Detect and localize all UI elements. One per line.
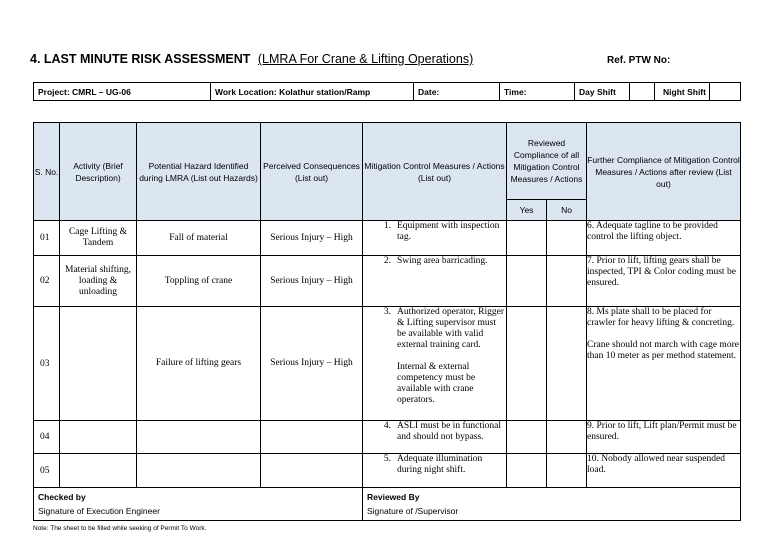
mitigation-main: ASLI must be in functional and should not bypass. <box>397 421 501 442</box>
cell-yes[interactable] <box>507 421 547 454</box>
mitigation-main: Authorized operator, Rigger & Lifting supervisor must be available with valid external training card. <box>397 307 504 350</box>
work-location-field: Work Location: Kolathur station/Ramp <box>211 83 414 101</box>
cell-mitigation[interactable] <box>363 221 507 256</box>
table-row <box>34 307 741 421</box>
mitigation-text <box>397 256 506 267</box>
header-reviewed: Reviewed Compliance of all Mitigation Control Measures / Actions <box>507 123 587 200</box>
further-main: 8. Ms plate shall to be placed for crawler for heavy lifting & concreting. <box>587 307 735 328</box>
checked-by-signature: Signature of Execution Engineer <box>38 506 160 516</box>
cell-consequence[interactable]: Serious Injury – High <box>261 307 363 421</box>
mitigation-number: 2. <box>383 256 391 266</box>
cell-mitigation[interactable] <box>363 421 507 454</box>
footnote: Note: The sheet to be filled while seeking of Permit To Work. <box>33 525 207 532</box>
cell-no[interactable] <box>547 454 587 488</box>
further-main: 9. Prior to lift, Lift plan/Permit must be ensured. <box>587 421 737 442</box>
cell-further[interactable] <box>587 454 741 488</box>
cell-sno: 04 <box>34 421 60 454</box>
mitigation-main: Adequate illumination during night shift. <box>397 454 483 475</box>
project-field: Project: CMRL – UG-06 <box>34 83 211 101</box>
cell-activity[interactable]: Cage Lifting & Tandem <box>60 221 137 256</box>
header-sno: S. No. <box>34 123 60 221</box>
day-shift-label: Day Shift <box>575 83 630 101</box>
reviewed-by-cell <box>363 488 741 521</box>
cell-activity[interactable] <box>60 454 137 488</box>
further-extra: Crane should not march with cage more than 10 meter as per method statement. <box>587 340 739 361</box>
table-row <box>34 221 741 256</box>
cell-no[interactable] <box>547 307 587 421</box>
cell-no[interactable] <box>547 221 587 256</box>
cell-no[interactable] <box>547 256 587 307</box>
cell-hazard[interactable] <box>137 421 261 454</box>
mitigation-main: Equipment with inspection tag. <box>397 221 500 242</box>
mitigation-text <box>397 421 506 443</box>
header-mitigation: Mitigation Control Measures / Actions (List out) <box>363 123 507 221</box>
checked-by-cell <box>34 488 363 521</box>
mitigation-number: 5. <box>383 454 391 464</box>
mitigation-main: Swing area barricading. <box>397 256 488 266</box>
mitigation-extra: Internal & external competency must be available with crane operators. <box>397 362 476 405</box>
date-field[interactable]: Date: <box>414 83 500 101</box>
checked-by-label: Checked by <box>38 492 86 502</box>
cell-activity[interactable] <box>60 307 137 421</box>
title-main: 4. LAST MINUTE RISK ASSESSMENT <box>30 52 251 66</box>
cell-consequence[interactable] <box>261 454 363 488</box>
further-main: 10. Nobody allowed near suspended load. <box>587 454 725 475</box>
mitigation-text <box>397 221 506 243</box>
cell-hazard[interactable]: Failure of lifting gears <box>137 307 261 421</box>
time-field[interactable]: Time: <box>500 83 575 101</box>
cell-further[interactable] <box>587 256 741 307</box>
mitigation-text <box>397 307 506 406</box>
cell-consequence[interactable] <box>261 421 363 454</box>
cell-activity[interactable] <box>60 421 137 454</box>
header-hazard: Potential Hazard Identified during LMRA (List out Hazards) <box>137 123 261 221</box>
table-row <box>34 421 741 454</box>
page-title <box>30 52 473 66</box>
cell-hazard[interactable] <box>137 454 261 488</box>
mitigation-text <box>397 454 506 476</box>
table-row <box>34 256 741 307</box>
cell-consequence[interactable]: Serious Injury – High <box>261 256 363 307</box>
cell-sno: 01 <box>34 221 60 256</box>
reviewed-by-label: Reviewed By <box>367 492 420 502</box>
cell-consequence[interactable]: Serious Injury – High <box>261 221 363 256</box>
mitigation-number: 4. <box>383 421 391 431</box>
cell-sno: 02 <box>34 256 60 307</box>
cell-mitigation[interactable] <box>363 454 507 488</box>
cell-yes[interactable] <box>507 307 547 421</box>
header-consequences: Perceived Consequences (List out) <box>261 123 363 221</box>
mitigation-number: 3. <box>383 307 391 317</box>
header-activity: Activity (Brief Description) <box>60 123 137 221</box>
cell-sno: 05 <box>34 454 60 488</box>
cell-sno: 03 <box>34 307 60 421</box>
further-main: 6. Adequate tagline to be provided control the lifting object. <box>587 221 718 242</box>
project-info-table <box>33 82 741 101</box>
title-subtitle-link: (LMRA For Crane & Lifting Operations) <box>257 52 474 66</box>
night-shift-label: Night Shift <box>655 83 710 101</box>
reviewed-by-signature: Signature of /Supervisor <box>367 506 459 516</box>
cell-further[interactable] <box>587 307 741 421</box>
further-main: 7. Prior to lift, lifting gears shall be inspected, TPI & Color coding must be ensured. <box>587 256 736 288</box>
night-shift-checkbox[interactable] <box>710 83 741 101</box>
cell-activity[interactable]: Material shifting, loading & unloading <box>60 256 137 307</box>
cell-hazard[interactable]: Fall of material <box>137 221 261 256</box>
header-no: No <box>547 200 587 221</box>
ref-ptw-label: Ref. PTW No: <box>607 55 671 66</box>
table-row <box>34 454 741 488</box>
mitigation-number: 1. <box>383 221 391 231</box>
risk-assessment-table <box>33 122 741 521</box>
header-yes: Yes <box>507 200 547 221</box>
cell-further[interactable] <box>587 421 741 454</box>
cell-further[interactable] <box>587 221 741 256</box>
cell-no[interactable] <box>547 421 587 454</box>
cell-mitigation[interactable] <box>363 307 507 421</box>
cell-yes[interactable] <box>507 221 547 256</box>
cell-mitigation[interactable] <box>363 256 507 307</box>
header-further: Further Compliance of Mitigation Control Measures / Actions after review (List out) <box>587 123 741 221</box>
cell-hazard[interactable]: Toppling of crane <box>137 256 261 307</box>
day-shift-checkbox[interactable] <box>630 83 655 101</box>
cell-yes[interactable] <box>507 454 547 488</box>
cell-yes[interactable] <box>507 256 547 307</box>
